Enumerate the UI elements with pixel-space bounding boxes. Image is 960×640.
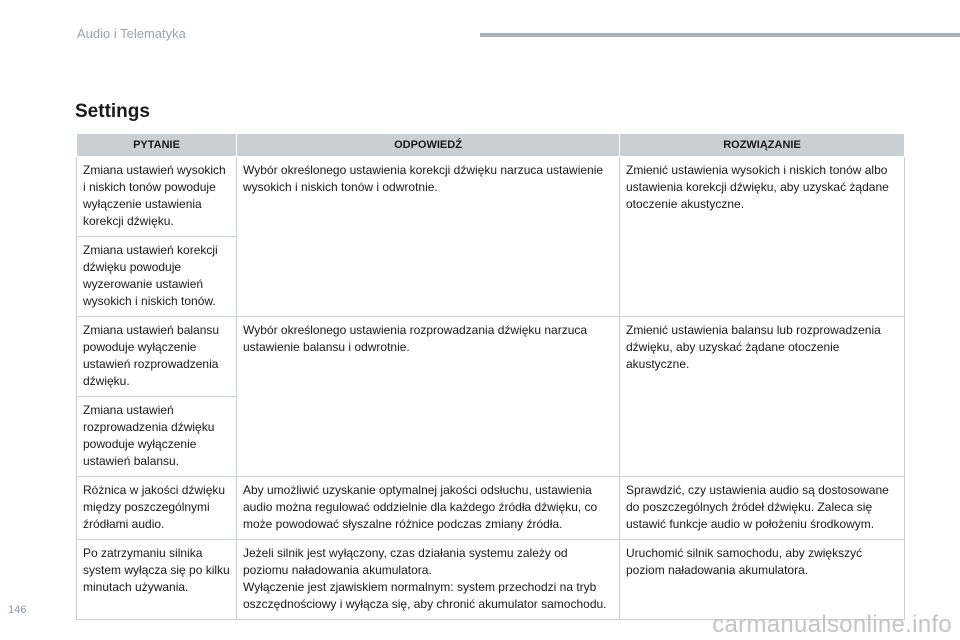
answer-cell: Wybór określonego ustawienia korekcji dźwięku narzuca ustawienie wysokich i niskich tonów i odwrotnie. (237, 157, 620, 317)
solution-cell: Zmienić ustawienia wysokich i niskich tonów albo ustawienia korekcji dźwięku, aby uzyskać żądane otoczenie akustyczne. (620, 157, 905, 317)
question-cell: Różnica w jakości dźwięku między poszczególnymi źródłami audio. (77, 477, 237, 540)
answer-cell: Jeżeli silnik jest wyłączony, czas działania systemu zależy od poziomu naładowania akumulatora. Wyłączenie jest zjawiskiem normalnym: system przechodzi na tryb oszczędnościowy i wyłącza się, aby chronić akumulator samochodu. (237, 540, 620, 620)
watermark: carmanualsonline.info (712, 611, 952, 638)
table-row (77, 540, 905, 620)
section-title: Settings (75, 101, 150, 122)
question-cell: Zmiana ustawień rozprowadzenia dźwięku powoduje wyłączenie ustawień balansu. (77, 397, 237, 477)
column-header-answer: ODPOWIEDŹ (237, 134, 620, 157)
answer-cell: Wybór określonego ustawienia rozprowadzania dźwięku narzuca ustawienie balansu i odwrotnie. (237, 317, 620, 477)
table-row (77, 157, 905, 237)
table-row (77, 317, 905, 397)
question-cell: Zmiana ustawień korekcji dźwięku powoduje wyzerowanie ustawień wysokich i niskich tonów. (77, 237, 237, 317)
column-header-question: PYTANIE (77, 134, 237, 157)
page-number: 146 (8, 604, 27, 616)
table-row (77, 477, 905, 540)
answer-cell: Aby umożliwić uzyskanie optymalnej jakości odsłuchu, ustawienia audio można regulować oddzielnie dla każdego źródła dźwięku, co może powodować słyszalne różnice podczas zmiany źródła. (237, 477, 620, 540)
header-divider-bar (480, 33, 960, 37)
solution-cell: Sprawdzić, czy ustawienia audio są dostosowane do poszczególnych źródeł dźwięku. Zaleca się ustawić funkcje audio w położeniu środkowym. (620, 477, 905, 540)
troubleshooting-table (76, 133, 905, 620)
question-cell: Zmiana ustawień wysokich i niskich tonów powoduje wyłączenie ustawienia korekcji dźwięku. (77, 157, 237, 237)
column-header-solution: ROZWIĄZANIE (620, 134, 905, 157)
question-cell: Po zatrzymaniu silnika system wyłącza się po kilku minutach używania. (77, 540, 237, 620)
running-header-title: Audio i Telematyka (77, 26, 186, 41)
solution-cell: Uruchomić silnik samochodu, aby zwiększyć poziom naładowania akumulatora. (620, 540, 905, 620)
table-header-row (77, 134, 905, 157)
solution-cell: Zmienić ustawienia balansu lub rozprowadzenia dźwięku, aby uzyskać żądane otoczenie akustyczne. (620, 317, 905, 477)
question-cell: Zmiana ustawień balansu powoduje wyłączenie ustawień rozprowadzenia dźwięku. (77, 317, 237, 397)
